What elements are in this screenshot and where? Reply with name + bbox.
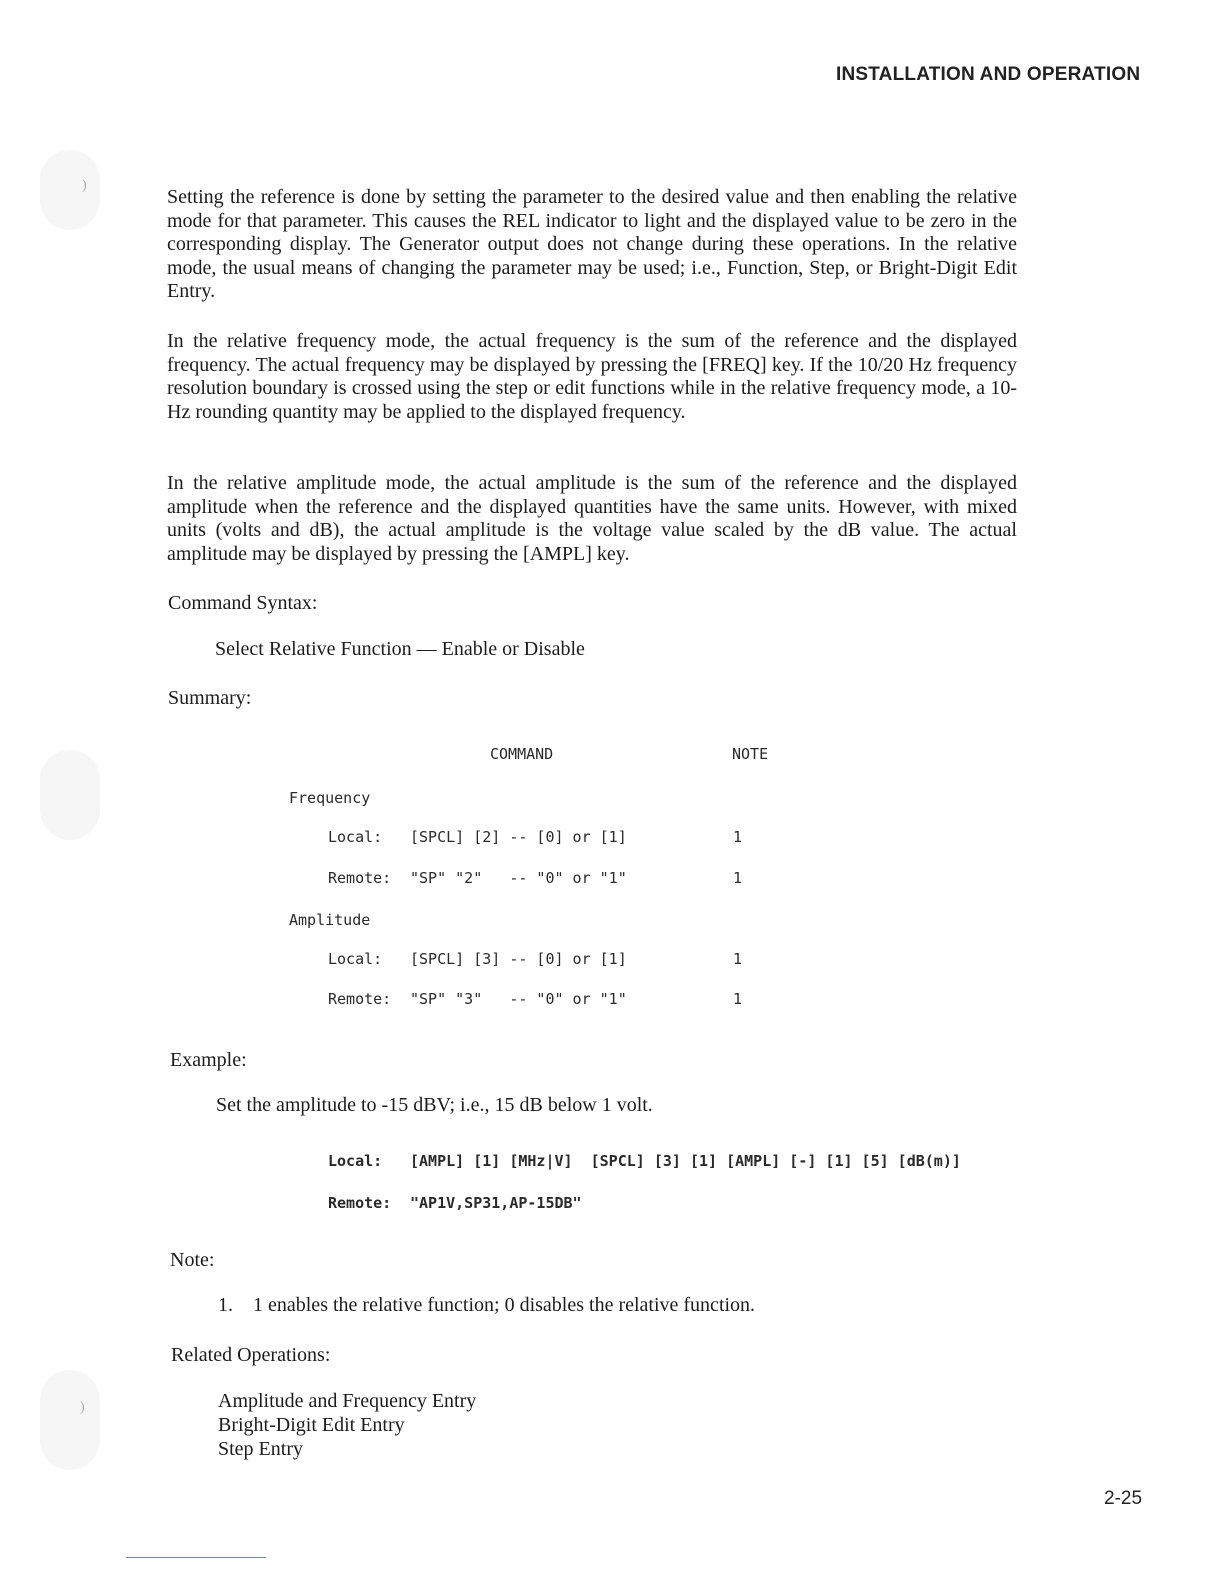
related-operation-item: Amplitude and Frequency Entry [218, 1390, 477, 1412]
related-operation-item: Bright-Digit Edit Entry [218, 1414, 405, 1436]
summary-label: Summary: [168, 687, 252, 709]
summary-frequency-label: Frequency [289, 789, 371, 807]
frequency-local-note: 1 [733, 828, 743, 846]
example-local-label: Local: [328, 1152, 383, 1170]
scan-mark: ) [82, 178, 87, 193]
scan-mark: ) [80, 1400, 85, 1415]
scan-artifact [40, 1370, 100, 1470]
command-syntax-label: Command Syntax: [168, 592, 318, 614]
related-operation-item: Step Entry [218, 1438, 303, 1460]
note-text: 1 enables the relative function; 0 disables the relative function. [253, 1294, 756, 1316]
example-label: Example: [170, 1049, 247, 1071]
command-syntax-text: Select Relative Function — Enable or Disable [215, 638, 585, 660]
frequency-remote-note: 1 [733, 869, 743, 887]
paragraph-relative-amplitude: In the relative amplitude mode, the actual amplitude is the sum of the reference and the displayed amplitude when the reference and the displayed quantities have the same units. However, with mixed units (volts and dB), the actual amplitude is the voltage value scaled by the dB value. The actual amplitude may be displayed by pressing the [AMPL] key. [167, 472, 1017, 565]
amplitude-local-command: [SPCL] [3] -- [0] or [1] [410, 950, 627, 968]
paragraph-reference: Setting the reference is done by setting the parameter to the desired value and then enabling the relative mode for that parameter. This causes the REL indicator to light and the displayed value to be zero in the corresponding display. The Generator output does not change during these operations. In the relative mode, the usual means of changing the parameter may be used; i.e., Function, Step, or Bright-Digit Edit Entry. [167, 186, 1017, 303]
frequency-local-command: [SPCL] [2] -- [0] or [1] [410, 828, 627, 846]
scan-artifact [40, 150, 100, 230]
paragraph-relative-frequency: In the relative frequency mode, the actual frequency is the sum of the reference and the displayed frequency. The actual frequency may be displayed by pressing the [FREQ] key. If the 10/20 Hz frequency resolution boundary is crossed using the step or edit functions while in the relative frequency mode, a 10-Hz rounding quantity may be applied to the displayed frequency. [167, 330, 1017, 423]
amplitude-local-label: Local: [328, 950, 383, 968]
frequency-remote-command: "SP" "2" -- "0" or "1" [410, 869, 627, 887]
amplitude-remote-command: "SP" "3" -- "0" or "1" [410, 990, 627, 1008]
example-local-command: [AMPL] [1] [MHz|V] [SPCL] [3] [1] [AMPL] [-] [1] [5] [dB(m)] [410, 1152, 961, 1170]
note-number: 1. [218, 1294, 233, 1316]
frequency-local-label: Local: [328, 828, 383, 846]
scan-artifact [40, 750, 100, 840]
summary-column-note: NOTE [732, 745, 769, 763]
amplitude-remote-label: Remote: [328, 990, 392, 1008]
summary-column-command: COMMAND [490, 745, 554, 763]
amplitude-local-note: 1 [733, 950, 743, 968]
example-text: Set the amplitude to -15 dBV; i.e., 15 dB below 1 volt. [216, 1094, 653, 1116]
related-operations-label: Related Operations: [171, 1344, 331, 1366]
page-number: 2-25 [1104, 1488, 1143, 1509]
summary-amplitude-label: Amplitude [289, 911, 371, 929]
amplitude-remote-note: 1 [733, 990, 743, 1008]
footer-rule [126, 1557, 266, 1558]
example-remote-command: "AP1V,SP31,AP-15DB" [410, 1194, 582, 1212]
note-label: Note: [170, 1249, 215, 1271]
frequency-remote-label: Remote: [328, 869, 392, 887]
example-remote-label: Remote: [328, 1194, 392, 1212]
page-header: INSTALLATION AND OPERATION [836, 64, 1141, 85]
